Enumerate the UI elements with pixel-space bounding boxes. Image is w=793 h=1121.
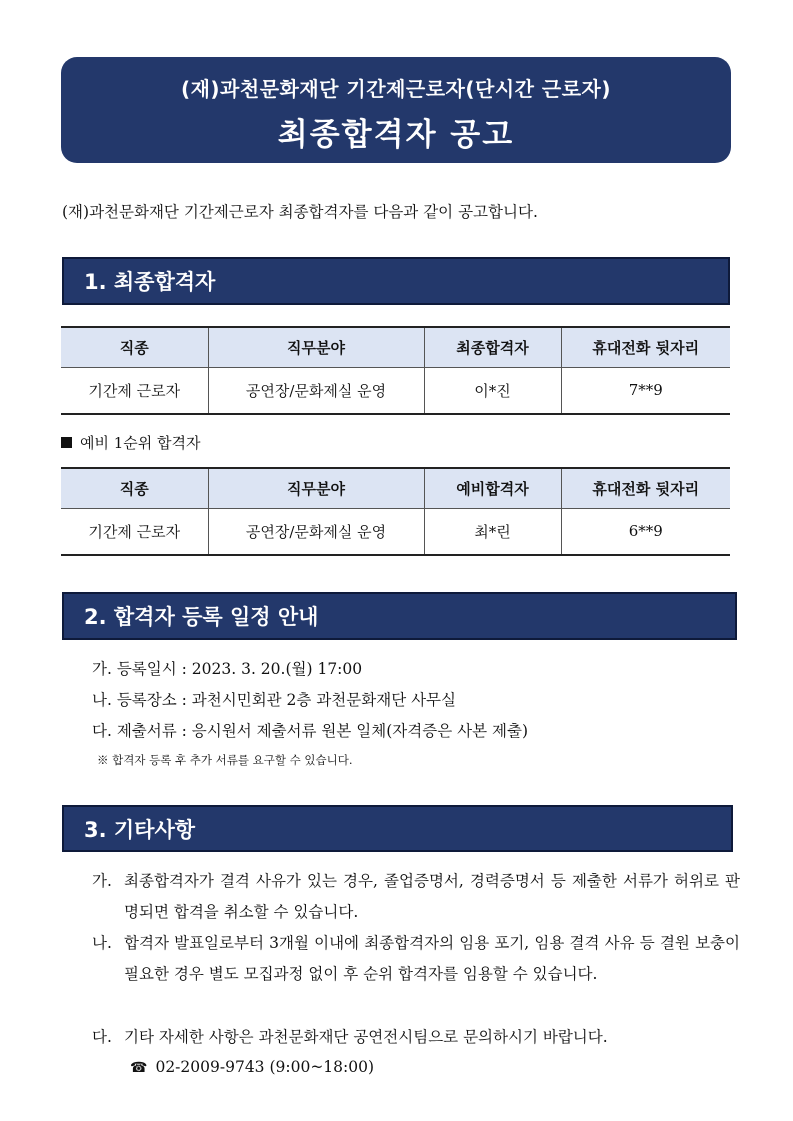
etc-item-3 <box>92 1022 740 1053</box>
etc-item-bullet: 가. <box>92 872 112 890</box>
etc-item-text: 합격자 발표일로부터 3개월 이내에 최종합격자의 임용 포기, 임용 결격 사유 등 결원 보충이 필요한 경우 별도 모집과정 없이 후 순위 합격자를 임용할 수 있습니다. <box>124 934 740 983</box>
registration-documents: 다. 제출서류 : 응시원서 제출서류 원본 일체(자격증은 사본 제출) <box>92 722 528 740</box>
title-banner <box>61 57 731 163</box>
table-row <box>61 367 730 414</box>
cell-job: 기간제 근로자 <box>61 508 208 555</box>
page-title: 최종합격자 공고 <box>277 117 515 153</box>
cell-phone: 6**9 <box>561 508 730 555</box>
etc-item-text: 최종합격자가 결격 사유가 있는 경우, 졸업증명서, 경력증명서 등 제출한 서류가 허위로 판명되면 합격을 취소할 수 있습니다. <box>124 872 740 921</box>
phone-number: 02-2009-9743 (9:00~18:00) <box>155 1058 375 1076</box>
registration-place: 나. 등록장소 : 과천시민회관 2층 과천문화재단 사무실 <box>92 691 457 709</box>
col-header-phone: 휴대전화 뒷자리 <box>561 327 730 367</box>
table-row <box>61 508 730 555</box>
section-heading-registration: 2. 합격자 등록 일정 안내 <box>62 592 737 640</box>
table-header-row <box>61 468 730 508</box>
cell-field: 공연장/문화제실 운영 <box>208 367 424 414</box>
col-header-candidate: 최종합격자 <box>424 327 561 367</box>
cell-candidate: 최*린 <box>424 508 561 555</box>
registration-note: ※ 합격자 등록 후 추가 서류를 요구할 수 있습니다. <box>97 753 353 767</box>
registration-datetime: 가. 등록일시 : 2023. 3. 20.(월) 17:00 <box>92 660 363 678</box>
col-header-field: 직무분야 <box>208 468 424 508</box>
final-table <box>61 326 730 415</box>
cell-phone: 7**9 <box>561 367 730 414</box>
reserve-label: 예비 1순위 합격자 <box>80 434 201 452</box>
etc-item-bullet: 나. <box>92 934 112 952</box>
cell-field: 공연장/문화제실 운영 <box>208 508 424 555</box>
section-heading-final: 1. 최종합격자 <box>62 257 730 305</box>
intro-text: (재)과천문화재단 기간제근로자 최종합격자를 다음과 같이 공고합니다. <box>62 203 538 221</box>
col-header-phone: 휴대전화 뒷자리 <box>561 468 730 508</box>
col-header-job: 직종 <box>61 327 208 367</box>
reserve-subheading <box>61 432 201 453</box>
col-header-candidate: 예비합격자 <box>424 468 561 508</box>
etc-item-text: 기타 자세한 사항은 과천문화재단 공연전시팀으로 문의하시기 바랍니다. <box>124 1028 608 1046</box>
col-header-field: 직무분야 <box>208 327 424 367</box>
cell-candidate: 이*진 <box>424 367 561 414</box>
phone-icon: ☎ <box>130 1060 148 1076</box>
etc-item-2 <box>92 928 740 990</box>
table-header-row <box>61 327 730 367</box>
etc-item-1 <box>92 866 740 928</box>
etc-item-bullet: 다. <box>92 1028 112 1046</box>
square-bullet-icon <box>61 437 72 448</box>
contact-phone <box>130 1058 374 1076</box>
banner-subtitle: (재)과천문화재단 기간제근로자(단시간 근로자) <box>180 77 612 101</box>
reserve-table <box>61 467 730 556</box>
col-header-job: 직종 <box>61 468 208 508</box>
cell-job: 기간제 근로자 <box>61 367 208 414</box>
section-heading-etc: 3. 기타사항 <box>62 805 733 852</box>
